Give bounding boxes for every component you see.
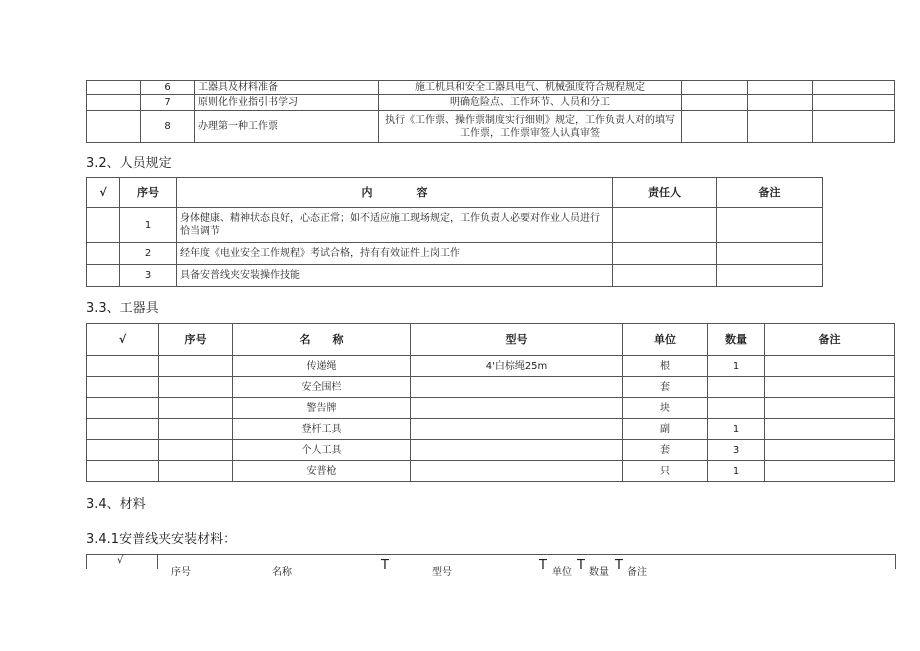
tool-name: 传递绳 [233, 356, 411, 377]
header-responsible: 责任人 [613, 178, 717, 208]
tool-unit: 只 [623, 461, 708, 482]
table-row [87, 208, 823, 243]
section-title-tools: 3.3、工器具 [86, 301, 159, 316]
tool-qty: 3 [708, 440, 765, 461]
tool-unit: 根 [623, 356, 708, 377]
row-item: 办理第一种工作票 [195, 111, 379, 143]
row-no: 8 [141, 111, 195, 143]
table-row [87, 95, 895, 111]
tool-unit: 副 [623, 419, 708, 440]
column-tick: T [381, 558, 389, 573]
row-no: 1 [120, 208, 177, 243]
row-item: 工器具及材料准备 [195, 81, 379, 95]
header-remarks: 备注 [717, 178, 823, 208]
tool-unit: 块 [623, 398, 708, 419]
table-row [87, 265, 823, 287]
tool-model [411, 398, 623, 419]
table-row [87, 440, 895, 461]
tool-model [411, 440, 623, 461]
header-name: 名称 [272, 567, 292, 578]
personnel-table [86, 177, 823, 287]
header-remarks: 备注 [627, 567, 647, 578]
section-title-materials: 3.4、材料 [86, 497, 146, 512]
section-title-personnel: 3.2、人员规定 [86, 156, 172, 171]
row-no: 2 [120, 243, 177, 265]
row-requirement: 施工机具和安全工器具电气、机械强度符合规程规定 [379, 81, 682, 95]
table-row [87, 81, 895, 95]
tool-name: 个人工具 [233, 440, 411, 461]
row-content: 身体健康、精神状态良好，心态正常；如不适应施工现场规定，工作负责人必要对作业人员进行恰当调节 [177, 208, 613, 243]
tool-qty: 1 [708, 356, 765, 377]
header-remarks: 备注 [765, 324, 895, 356]
header-qty: 数量 [589, 567, 609, 578]
materials-table [86, 554, 896, 578]
table-row [87, 398, 895, 419]
row-no: 7 [141, 95, 195, 111]
tool-qty: 1 [708, 461, 765, 482]
tool-name: 安普枪 [233, 461, 411, 482]
table-row [87, 419, 895, 440]
header-check: √ [117, 555, 124, 566]
table-header-row [87, 324, 895, 356]
row-content: 经年度《电业安全工作规程》考试合格，持有有效证件上岗工作 [177, 243, 613, 265]
table-row [87, 111, 895, 143]
header-check: √ [87, 324, 159, 356]
header-no: 序号 [171, 567, 191, 578]
column-tick: T [577, 558, 585, 573]
header-check: √ [87, 178, 120, 208]
header-qty: 数量 [708, 324, 765, 356]
header-model: 型号 [411, 324, 623, 356]
table-header-row [87, 178, 823, 208]
table-row [87, 356, 895, 377]
tool-qty [708, 398, 765, 419]
column-tick: T [615, 558, 623, 573]
tool-model: 4'白棕绳25m [411, 356, 623, 377]
table-row [87, 377, 895, 398]
work-prep-table [86, 80, 895, 143]
tool-name: 警告牌 [233, 398, 411, 419]
row-content: 具备安普线夹安装操作技能 [177, 265, 613, 287]
section-subtitle-materials: 3.4.1安普线夹安装材料： [86, 532, 237, 547]
tool-model [411, 419, 623, 440]
tool-model [411, 461, 623, 482]
tool-name: 登杆工具 [233, 419, 411, 440]
tool-qty: 1 [708, 419, 765, 440]
row-requirement: 执行《工作票、操作票制度实行细则》规定，工作负责人对的填写工作票，工作票审签人认真审签 [379, 111, 682, 143]
header-model: 型号 [432, 567, 452, 578]
tool-name: 安全围栏 [233, 377, 411, 398]
tool-unit: 套 [623, 377, 708, 398]
tool-qty [708, 377, 765, 398]
column-divider [157, 555, 158, 569]
header-unit: 单位 [552, 567, 572, 578]
tools-table [86, 323, 895, 482]
tool-model [411, 377, 623, 398]
row-no: 3 [120, 265, 177, 287]
header-unit: 单位 [623, 324, 708, 356]
header-no: 序号 [120, 178, 177, 208]
column-tick: T [539, 558, 547, 573]
row-item: 原则化作业指引书学习 [195, 95, 379, 111]
row-no: 6 [141, 81, 195, 95]
table-row [87, 243, 823, 265]
row-requirement: 明确危险点、工作环节、人员和分工 [379, 95, 682, 111]
header-no: 序号 [159, 324, 233, 356]
header-name: 名 称 [233, 324, 411, 356]
table-row [87, 461, 895, 482]
header-content: 内 容 [177, 178, 613, 208]
tool-unit: 套 [623, 440, 708, 461]
